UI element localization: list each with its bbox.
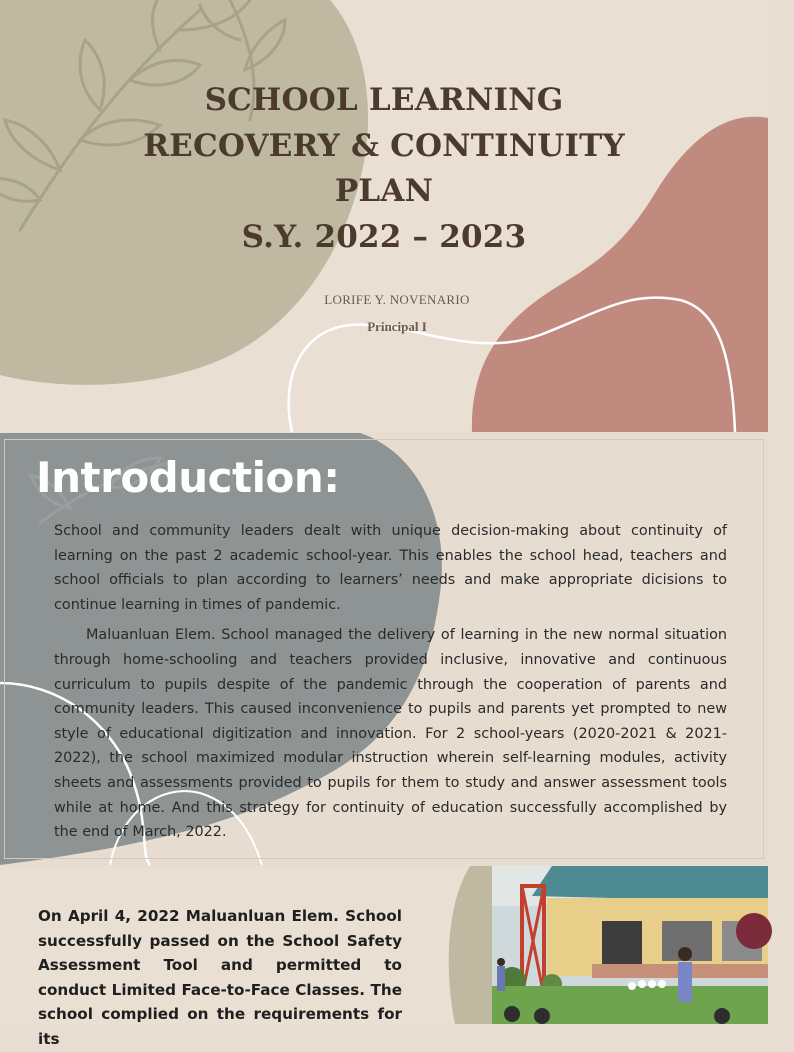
school-photo [492, 866, 768, 1024]
author-name: LORIFE Y. NOVENARIO [324, 292, 470, 307]
cover-slide [0, 0, 768, 432]
introduction-paragraph-1: School and community leaders dealt with unique decision-making about continuity of learning on the past 2 academic school-year. This enables the school head, teachers and school officials to plan according to learners’ needs and make appropriate dicisions to continue learning in times of pandemic. [54, 523, 727, 613]
school-photo-illustration [492, 866, 768, 1024]
face-to-face-slide [0, 866, 768, 1048]
cover-title [0, 78, 768, 260]
introduction-slide [0, 433, 768, 865]
title-line-3: PLAN [334, 173, 434, 209]
introduction-paragraph-2: Maluanluan Elem. School managed the delivery of learning in the new normal situation through home-schooling and teachers provided inclusive, innovative and continuous curriculum to pupils despite of the pandemic through the cooperation of parents and community leaders. This caused inconvenience to pupils and parents yet prompted to new style of educational digitization and innovation. For 2 school-years (2020-2021 & 2021-2022), the school maximized modular instruction wherein self-learning modules, activity sheets and assessments provided to pupils for them to study and answer assessment tools while at home. And this strategy for continuity of education successfully accomplished by the end of March, 2022. [54, 627, 727, 841]
title-line-4: S.Y. 2022 – 2023 [241, 218, 527, 255]
introduction-heading: Introduction: [36, 453, 340, 502]
author-role: Principal I [367, 319, 427, 334]
title-line-1: SCHOOL LEARNING [204, 82, 564, 118]
introduction-body [54, 519, 727, 845]
title-line-2: RECOVERY & CONTINUITY [143, 127, 625, 164]
face-to-face-text: On April 4, 2022 Maluanluan Elem. School successfully passed on the School Safety Assessment Tool and permitted to conduct Limited Face-to-Face Classes. The school complied on the requirements for its [38, 907, 402, 1048]
